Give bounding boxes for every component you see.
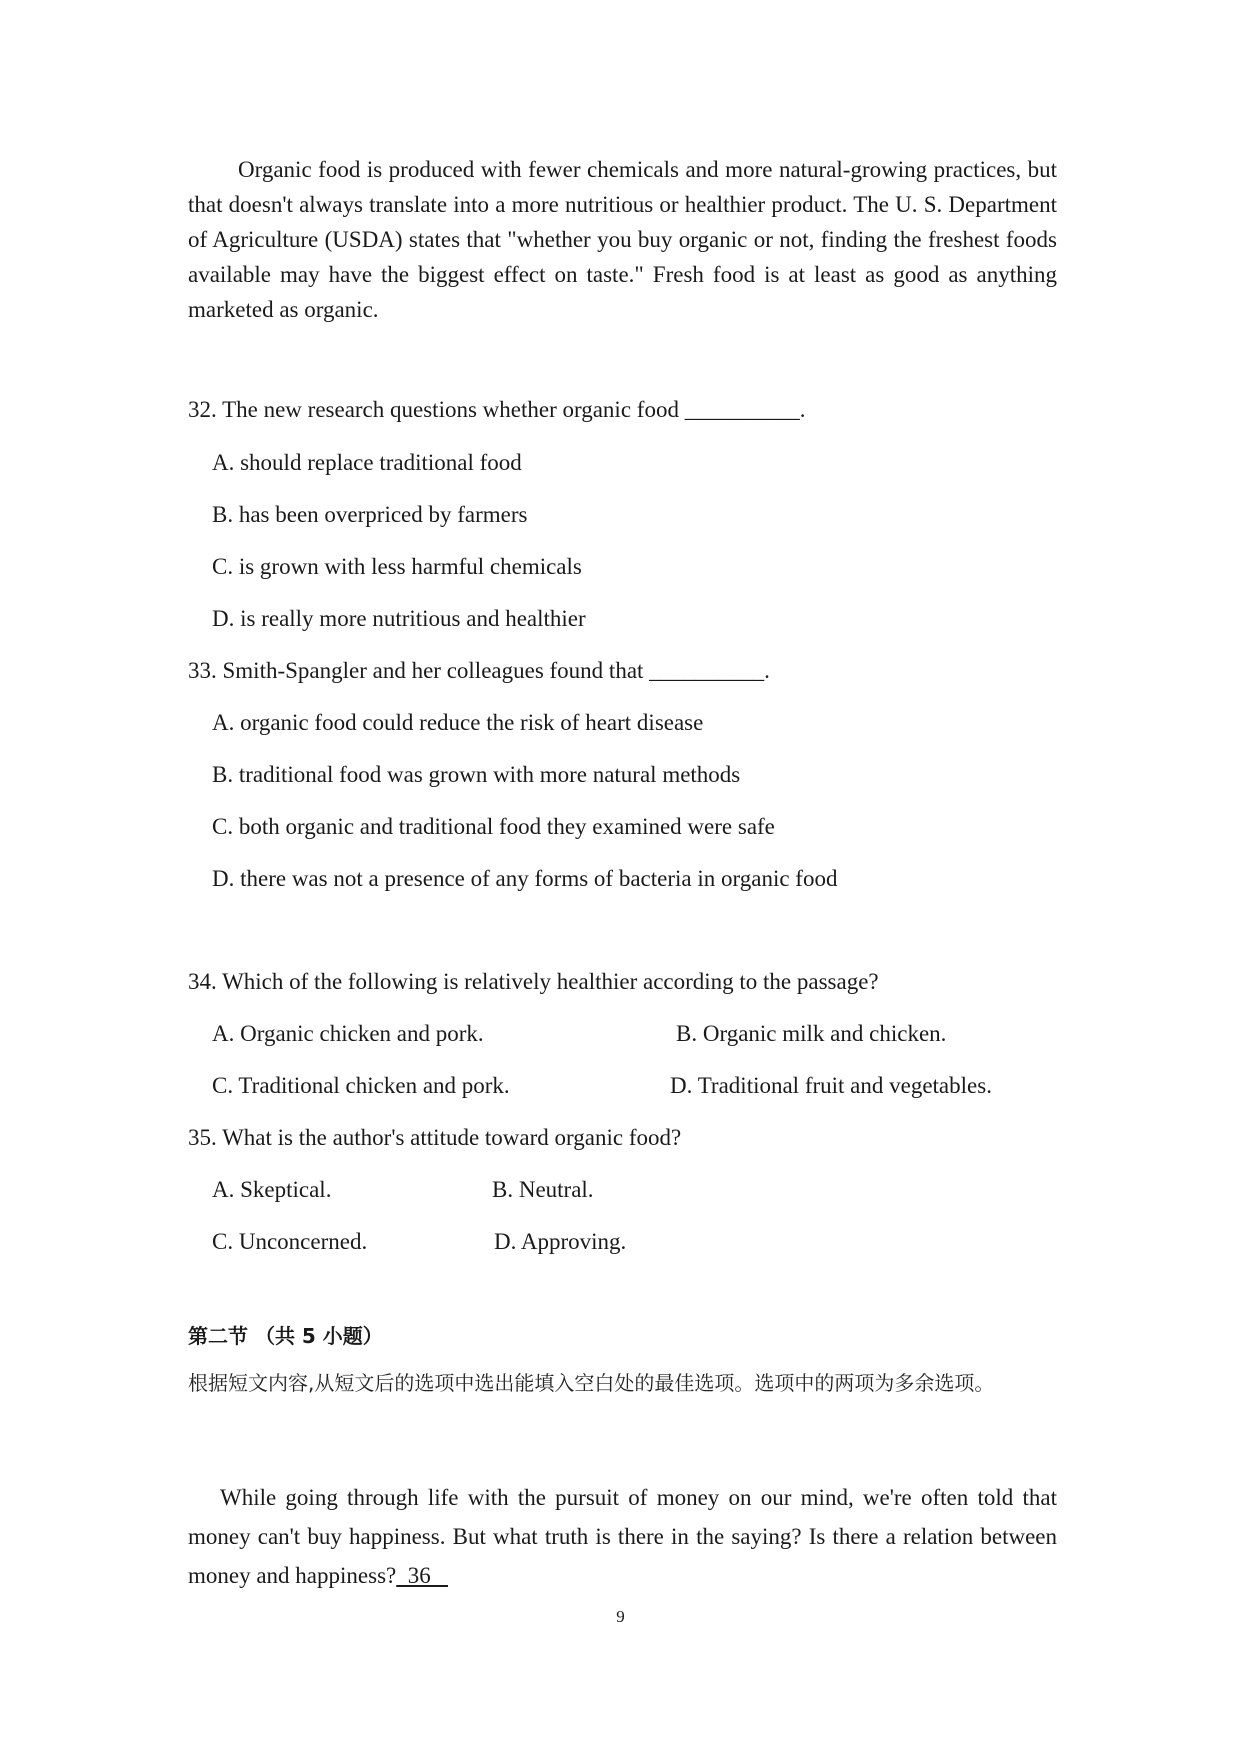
question-35-option-c: C. Unconcerned. [212, 1229, 368, 1254]
answer-blank: __________ [649, 658, 765, 683]
question-34-option-a: A. Organic chicken and pork. [212, 1021, 484, 1046]
question-34-stem: 34. Which of the following is relatively healthier according to the passage? [188, 969, 879, 994]
question-35-option-b: B. Neutral. [492, 1177, 594, 1202]
question-text: 32. The new research questions whether organic food [188, 397, 685, 422]
question-32-option-b: B. has been overpriced by farmers [212, 502, 528, 527]
question-35-stem: 35. What is the author's attitude toward organic food? [188, 1125, 682, 1150]
passage-paragraph: Organic food is produced with fewer chemicals and more natural-growing practices, but that doesn't always translate into a more nutritious or healthier product. The U. S. Department of Agriculture (USDA) states that "whether you buy organic or not, finding the freshest foods available may have the biggest effect on taste." Fresh food is at least as good as anything marketed as organic. [188, 157, 1057, 322]
passage2-paragraph [188, 1478, 1057, 1595]
page-number: 9 [616, 1607, 625, 1626]
question-32-option-d: D. is really more nutritious and healthier [212, 606, 586, 631]
answer-blank-36: 36 [396, 1563, 448, 1588]
question-33-option-a: A. organic food could reduce the risk of heart disease [212, 710, 704, 735]
answer-blank: __________ [684, 397, 800, 422]
question-end: . [799, 397, 806, 422]
question-text: 33. Smith-Spangler and her colleagues found that [188, 658, 650, 683]
question-34-option-c: C. Traditional chicken and pork. [212, 1073, 510, 1098]
question-34-option-d: D. Traditional fruit and vegetables. [670, 1073, 992, 1098]
question-33-stem [188, 656, 770, 686]
section-title: 第二节 （共 5 小题） [188, 1324, 383, 1348]
question-33-option-b: B. traditional food was grown with more natural methods [212, 762, 741, 787]
section-instruction: 根据短文内容,从短文后的选项中选出能填入空白处的最佳选项。选项中的两项为多余选项。 [188, 1371, 995, 1395]
question-32-option-c: C. is grown with less harmful chemicals [212, 554, 582, 579]
question-33-option-c: C. both organic and traditional food they examined were safe [212, 814, 775, 839]
question-35-option-a: A. Skeptical. [212, 1177, 332, 1202]
question-32-option-a: A. should replace traditional food [212, 450, 522, 475]
question-33-option-d: D. there was not a presence of any forms of bacteria in organic food [212, 866, 838, 891]
question-32-stem [188, 395, 805, 425]
question-end: . [764, 658, 770, 683]
passage2-text: While going through life with the pursuit of money on our mind, we're often told that money can't buy happiness. But what truth is there in the saying? Is there a relation between money and happiness? [188, 1485, 1057, 1588]
question-35-option-d: D. Approving. [494, 1229, 627, 1254]
question-34-option-b: B. Organic milk and chicken. [676, 1021, 947, 1046]
